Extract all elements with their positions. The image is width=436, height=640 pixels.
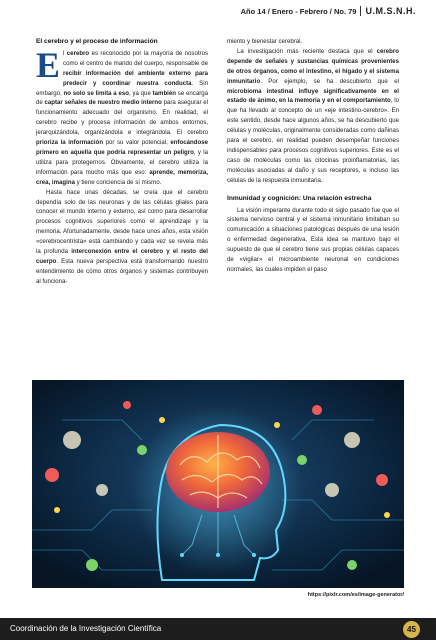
bold-run: cerebro	[66, 49, 90, 57]
page-number: 45	[403, 621, 420, 638]
paragraph-continued: miento y bienestar cerebral.	[227, 38, 303, 45]
paragraph-4: La visión imperante durante todo el siglo pasado fue que el sistema nervioso central y el sistema inmunitario limitaban su comunicación a situaciones patológicas después de una lesión o enfermedad degenerativa. Esta idea se mantuvo bajo el supuesto de que el cerebro tiene sus propias células capaces de «vigilar» el microambiente neuronal en condiciones normales, las cuales impiden el paso	[227, 206, 399, 273]
text-run: La investigación más reciente destaca que el	[237, 47, 377, 55]
text-run: y tiene conciencia de sí mismo.	[74, 178, 162, 186]
text-run: l	[63, 49, 67, 57]
brain-art	[32, 380, 404, 588]
bold-run: aprende, memoriza, crea, imagina	[36, 168, 209, 186]
bold-run: cerebro depende de señales y sustancias químicas provenientes de otros órganos, como el intestino, el hígado y el sistema inmunitario	[227, 47, 399, 85]
text-run: es reconocido por la mayoría de nosotros como el centro de mando del cuerpo, responsable de	[63, 49, 209, 67]
text-run: . Por ejemplo, se ha descubierto que el	[260, 77, 399, 85]
footer-organization: Coordinación de la Investigación Científica	[10, 624, 162, 633]
issue-info: Año 14 / Enero - Febrero / No. 79	[240, 6, 357, 16]
paragraph-3	[227, 47, 399, 186]
section-title: El cerebro y el proceso de información	[36, 38, 158, 45]
text-run: , lo que ha llevado al concepto de un «eje intestino-cerebro». En este sentido, desde hace algunos años, se ha descubierto que células y moléculas, originalmente consideradas como dañinas para el cerebro, en realidad pueden desempeñar funciones indispensables para procesos cognitivos superiores. Este es el caso de moléculas como las citocinas proinflamatorias, las moléculas asociadas al daño y sus receptores, e incluso las células de la respuesta inmunitaria.	[227, 97, 399, 184]
bold-run: captar señales de nuestro medio interno	[44, 99, 162, 107]
text-run: Hasta hace unas décadas, se creía que el cerebro dependía solo de las neuronas y de las células gliales para conocer el mundo interno y externo, así como para desarrollar procesos cognitivos superiores como el aprendizaje y la memoria. Afortunadamente, desde hace unos años, esta visión «cerebrocentrista» está cambiando y cada vez se revela más la profunda	[36, 188, 208, 256]
text-run: , y la utiliza para protegernos. Obviamente, el cerebro utiliza la información para mucho más que eso:	[36, 148, 208, 176]
text-run: para asegurar el funcionamiento adecuado del organismo. En realidad, el cerebro recibe y procesa información de ambos entornos, jerarquizándola, organizándola e integrándola. El cerebro	[36, 99, 209, 137]
text-run: , ya que	[128, 89, 153, 97]
page-header	[241, 6, 416, 16]
bold-run: microbioma intestinal influye significativamente en el estado de ánimo, en la memoria y en el comportamiento	[227, 87, 399, 105]
figure-caption: https://pixlr.com/es/image-generator/	[307, 592, 404, 598]
drop-cap: E	[36, 44, 61, 85]
bold-run: no solo se limita a eso	[63, 89, 129, 97]
paragraph-2	[36, 188, 208, 287]
text-run: . Esta nueva perspectiva está transformando nuestro entendimiento de cómo otros órganos y sistemas contribuyen al funciona-	[36, 257, 208, 285]
left-column	[36, 37, 208, 287]
header-divider	[360, 6, 361, 16]
brain-illustration	[32, 380, 404, 588]
bold-run: prioriza la información	[36, 139, 104, 147]
institution-name: U.M.S.N.H.	[365, 6, 416, 16]
bold-run: recibir información del ambiente externo para predecir y coordinar nuestra conducta	[63, 69, 208, 87]
bold-run: interconexión entre el cerebro y el resto del cuerpo	[36, 248, 208, 265]
paragraph-1	[36, 44, 209, 188]
bold-run: enfocándose primero en aquella que podría representar un peligro	[36, 139, 208, 156]
text-run: . Sin embargo,	[36, 79, 208, 97]
bold-run: también	[152, 89, 176, 97]
text-run: por su valor potencial,	[103, 139, 171, 147]
subsection-title: Inmunidad y cognición: Una relación estrecha	[227, 194, 372, 202]
page-footer	[0, 618, 436, 640]
right-column	[227, 37, 399, 275]
text-run: se encarga de	[36, 89, 209, 107]
